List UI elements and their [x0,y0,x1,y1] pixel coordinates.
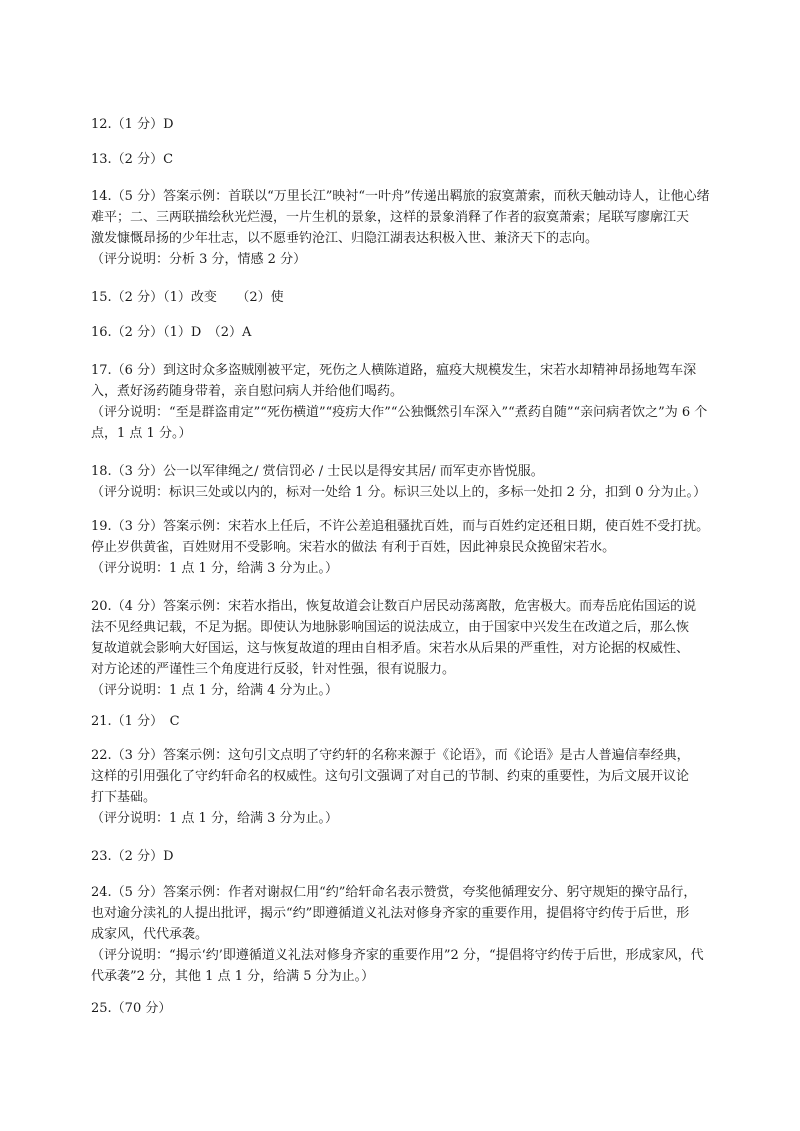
answer-line: 21.（1 分） C [91,714,180,729]
answer-line: 16.（2 分）（1）D （2）A [91,325,252,340]
scoring-note: （评分说明：1 点 1 分，给满 3 分为止。） [91,811,338,826]
answer-17 [91,360,719,444]
scoring-note: （评分说明：标识三处或以内的，标对一处给 1 分。标识三处以上的，多标一处扣 2 分，扣到 0 分为止。） [91,485,707,500]
answer-line: 入，煮好汤药随身带着，亲自慰问病人并给他们喝药。 [91,384,404,399]
answer-line: 23.（2 分）D [91,849,174,864]
scoring-note: 代承袭”2 分，其他 1 点 1 分，给满 5 分为止。） [91,969,375,984]
answer-18 [91,461,719,503]
answer-20 [91,596,719,701]
answer-line: 法不见经典记载，不足为据。即使认为地脉影响国运的说法成立，由于国家中兴发生在改道之后，那么恢 [91,620,690,635]
answer-16 [91,322,719,343]
answer-line: 17.（6 分）到这时众多盗贼刚被平定，死伤之人横陈道路，瘟疫大规模发生，宋若水却精神昂扬地驾车深 [91,363,697,378]
answer-line: 停止岁供黄雀，百姓财用不受影响。宋若水的做法 有利于百姓，因此神泉民众挽留宋若水。 [91,540,616,555]
answer-25 [91,998,719,1019]
answer-line: 打下基础。 [91,790,157,805]
answer-line: 激发慷慨昂扬的少年壮志，以不愿垂钓沧江、归隐江湖表达积极入世、兼济天下的志向。 [91,231,599,246]
answer-line: 也对逾分渎礼的人提出批评，揭示“约”即遵循道义礼法对修身齐家的重要作用，提倡将守约传于后世，形 [91,906,690,921]
answer-line: 20.（4 分）答案示例：宋若水指出，恢复故道会让数百户居民动荡离散，危害极大。而寿岳庇佑国运的说 [91,599,697,614]
scoring-note: （评分说明：1 点 1 分，给满 3 分为止。） [91,561,338,576]
answer-14 [91,186,719,270]
answer-22 [91,745,719,829]
scoring-note: 点，1 点 1 分。） [91,426,192,441]
answer-23 [91,846,719,867]
answer-line: 这样的引用强化了守约轩命名的权威性。这句引文强调了对自己的节制、约束的重要性，为后文展开议论 [91,769,690,784]
answer-line: 13.（2 分）C [91,152,174,167]
answer-line: 14.（5 分）答案示例：首联以“万里长江”映衬“一叶舟”传递出羁旅的寂寞萧索，而秋天触动诗人，让他心绪 [91,189,710,204]
answer-12 [91,114,719,135]
answer-24 [91,882,719,987]
answer-line: 22.（3 分）答案示例：这句引文点明了守约轩的名称来源于《论语》，而《论语》是古人普遍信奉经典， [91,748,690,763]
answer-21 [91,711,719,732]
answer-line: 19.（3 分）答案示例：宋若水上任后，不许公差追租骚扰百姓，而与百姓约定还租日期，使百姓不受打扰。 [91,519,710,534]
answer-19 [91,516,719,579]
answer-line: 25.（70 分） [91,1001,172,1016]
answer-15 [91,287,719,308]
answer-line: 18.（3 分）公一以军律绳之/ 赏信罚必 / 士民以是得安其居/ 而军吏亦皆悦服。 [91,464,544,479]
scoring-note: （评分说明：“至是群盗甫定”“死伤横道”“疫疠大作”“公独慨然引车深入”“煮药自随”“亲问病者饮之”为 6 个 [91,405,708,420]
answer-13 [91,149,719,170]
answer-line: 复故道就会影响大好国运，这与恢复故道的理由自相矛盾。宋若水从后果的严重性，对方论据的权威性、 [91,641,690,656]
answer-line: 24.（5 分）答案示例：作者对谢叔仁用“约”给轩命名表示赞赏，夸奖他循理安分、躬守规矩的操守品行， [91,885,697,900]
scoring-note: （评分说明：分析 3 分，情感 2 分） [91,252,307,267]
scoring-note: （评分说明：“揭示‘约’即遵循道义礼法对修身齐家的重要作用”2 分，“提倡将守约传于后世，形成家风，代 [91,948,704,963]
answer-line: 成家风，代代承袭。 [91,927,209,942]
scoring-note: （评分说明：1 点 1 分，给满 4 分为止。） [91,683,338,698]
answer-line: 难平；二、三两联描绘秋光烂漫，一片生机的景象，这样的景象消释了作者的寂寞萧索；尾联写廖廓江天 [91,210,690,225]
answer-line: 对方论述的严谨性三个角度进行反驳，针对性强，很有说服力。 [91,662,456,677]
answer-line: 15.（2 分）（1）改变 （2）使 [91,290,284,305]
answer-line: 12.（1 分）D [91,117,174,132]
